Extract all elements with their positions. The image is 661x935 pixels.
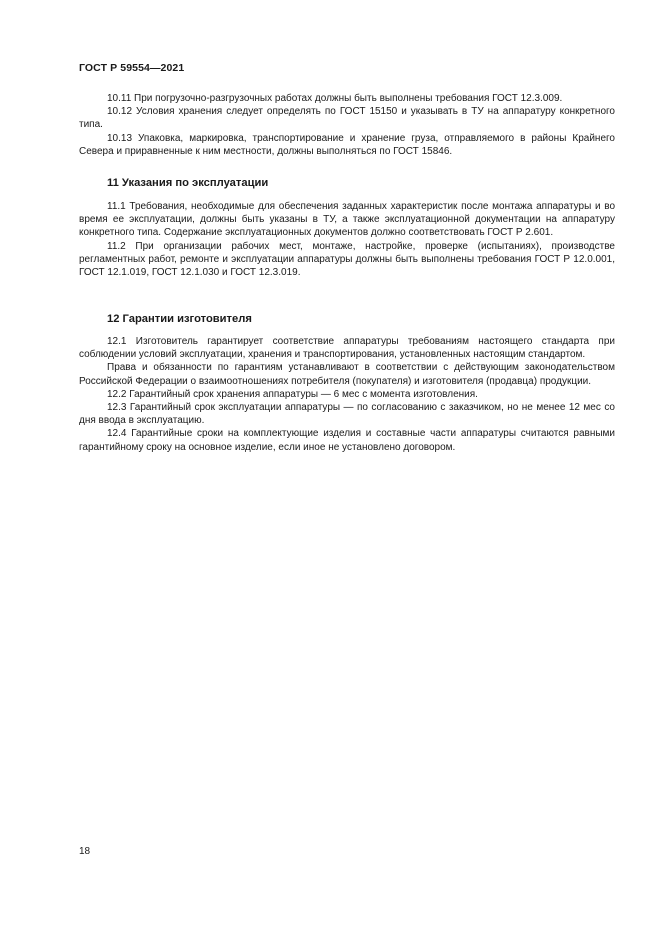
paragraph-10-12: 10.12 Условия хранения следует определять по ГОСТ 15150 и указывать в ТУ на аппаратуру конкретного типа.: [79, 106, 615, 131]
paragraph-10-11: 10.11 При погрузочно-разгрузочных работах должны быть выполнены требования ГОСТ 12.3.009.: [107, 93, 563, 104]
section-11-body: [79, 200, 615, 279]
paragraph-12-3: 12.3 Гарантийный срок эксплуатации аппаратуры — по согласованию с заказчиком, но не менее 12 мес со дня ввода в эксплуатацию.: [79, 402, 615, 427]
document-header: ГОСТ Р 59554—2021: [79, 62, 185, 74]
paragraph-12-4: 12.4 Гарантийные сроки на комплектующие изделия и составные части аппаратуры считаются равными гарантийному сроку на основное изделие, если иное не установлено договором.: [79, 428, 615, 453]
paragraph-11-1: 11.1 Требования, необходимые для обеспечения заданных характеристик после монтажа аппаратуры и во время ее эксплуатации, должны быть указаны в ТУ, а также эксплуатационной документации на аппаратуру конкретного типа. Содержание эксплуатационных документов должно соответствовать ГОСТ Р 2.601.: [79, 201, 615, 239]
paragraph-12-1: 12.1 Изготовитель гарантирует соответствие аппаратуры требованиям настоящего стандарта при соблюдении условий эксплуатации, хранения и транспортирования, установленных настоящим стандартом.: [79, 336, 615, 361]
section-11-title: 11 Указания по эксплуатации: [107, 177, 269, 189]
paragraph-12-2: 12.2 Гарантийный срок хранения аппаратуры — 6 мес с момента изготовления.: [107, 388, 478, 400]
paragraph-10-13: 10.13 Упаковка, маркировка, транспортирование и хранение груза, отправляемого в районы Крайнего Севера и приравненные к ним местности, должны выполняться по ГОСТ 15846.: [79, 132, 615, 157]
paragraph-11-2: 11.2 При организации рабочих мест, монтаже, настройке, проверке (испытаниях), производстве регламентных работ, ремонте и эксплуатации аппаратуры должны быть выполнены требования ГОСТ Р 12.0.001, ГОСТ 12.1.019, ГОСТ 12.1.030 и ГОСТ 12.3.019.: [79, 240, 615, 279]
paragraph-rights: Права и обязанности по гарантиям устанавливают в соответствии с действующим законодательством Российской Федерации о взаимоотношениях потребителя (покупателя) и изготовителя (продавца) продукции.: [79, 362, 615, 387]
section-12-title: 12 Гарантии изготовителя: [107, 313, 252, 325]
section-10-tail: [79, 92, 615, 158]
page-number: 18: [79, 846, 91, 857]
section-12-body: [79, 335, 615, 454]
